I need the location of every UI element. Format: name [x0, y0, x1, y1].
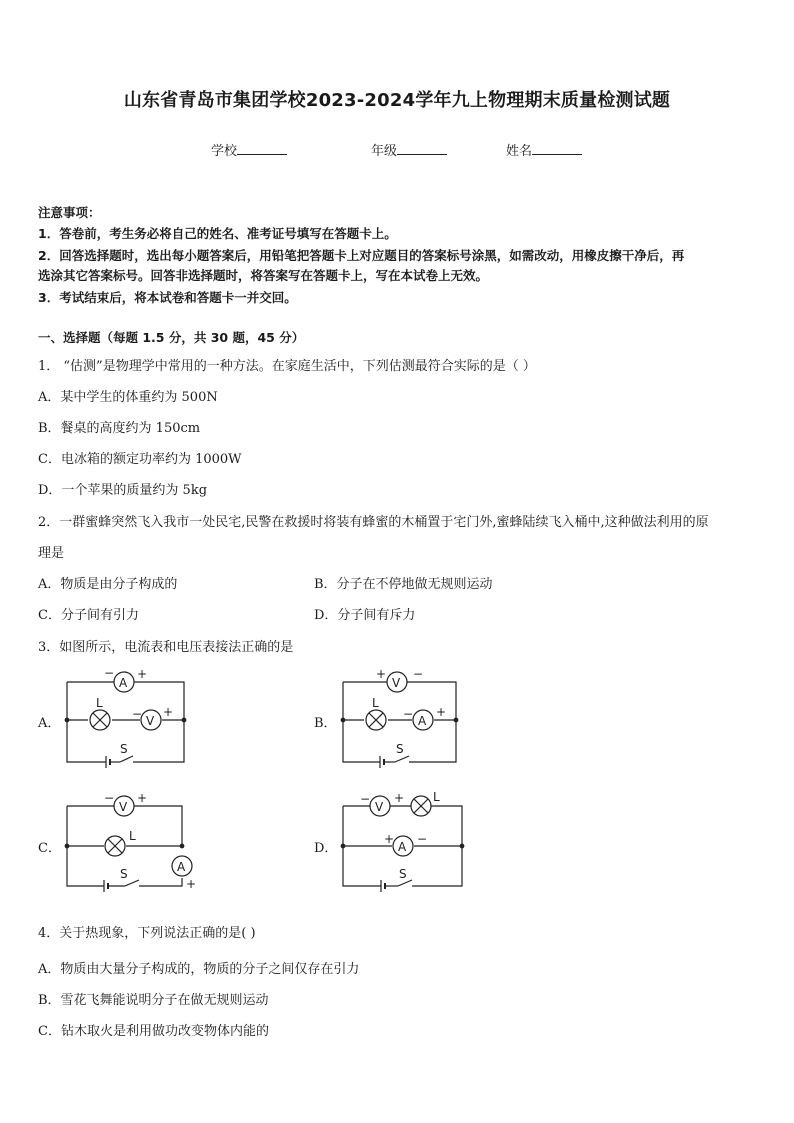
voltmeter-letter: V — [146, 714, 155, 728]
question-1-option-b: B．餐桌的高度约为 150cm — [38, 421, 201, 436]
voltmeter-letter: V — [119, 800, 128, 814]
question-2-stem: 2．一群蜜蜂突然飞入我市一处民宅,民警在救援时将装有蜂蜜的木桶置于宅门外,蜜蜂陆续飞入桶中,这种做法利用的原 — [38, 515, 709, 530]
lamp-letter: L — [129, 829, 136, 843]
question-4-option-b: B．雪花飞舞能说明分子在做无规则运动 — [38, 993, 269, 1008]
notice-item: 1．答卷前，考生务必将自己的姓名、准考证号填写在答题卡上。 — [38, 226, 397, 241]
switch-letter: S — [396, 742, 404, 756]
ammeter-letter: A — [177, 860, 186, 874]
question-3-stem: 3．如图所示，电流表和电压表接法正确的是 — [38, 640, 294, 655]
plus-sign: + — [163, 705, 174, 719]
circuit-a-label: A． — [38, 716, 61, 731]
ammeter-letter: A — [119, 676, 128, 690]
question-2-option-b: B．分子在不停地做无规则运动 — [314, 577, 493, 592]
plus-sign: + — [384, 832, 395, 846]
switch-letter: S — [120, 742, 128, 756]
question-1-stem: 1． “估测”是物理学中常用的一种方法。在家庭生活中，下列估测最符合实际的是（ ） — [38, 359, 536, 374]
question-4-stem: 4．关于热现象，下列说法正确的是( ) — [38, 926, 256, 941]
voltmeter-letter: V — [375, 800, 384, 814]
question-2-option-d: D．分子间有斥力 — [314, 608, 416, 623]
plus-sign: + — [186, 877, 197, 891]
question-4-option-a: A．物质由大量分子构成的，物质的分子之间仅存在引力 — [38, 962, 360, 977]
section-heading: 一、选择题（每题 1.5 分，共 30 题，45 分） — [38, 330, 305, 345]
circuit-d-label: D． — [314, 841, 338, 856]
ammeter-letter: A — [398, 840, 407, 854]
question-1-option-d: D．一个苹果的质量约为 5kg — [38, 483, 208, 498]
minus-sign: − — [132, 707, 143, 721]
minus-sign: − — [104, 666, 115, 680]
lamp-letter: L — [433, 790, 440, 804]
question-2-option-c: C．分子间有引力 — [38, 608, 139, 623]
switch-letter: S — [120, 867, 128, 881]
voltmeter-letter: V — [392, 676, 401, 690]
plus-sign: + — [436, 705, 447, 719]
question-2-stem-cont: 理是 — [38, 546, 65, 561]
plus-sign: + — [137, 667, 148, 681]
grade-label: 年级 — [371, 144, 398, 159]
name-label: 姓名 — [506, 144, 533, 159]
plus-sign: + — [137, 791, 148, 805]
ammeter-letter: A — [418, 714, 427, 728]
lamp-letter: L — [372, 696, 379, 710]
notice-item: 2．回答选择题时，选出每小题答案后，用铅笔把答题卡上对应题目的答案标号涂黑，如需改动，用橡皮擦干净后，再 — [38, 248, 685, 263]
circuit-b-label: B． — [314, 716, 337, 731]
notice-item: 3．考试结束后，将本试卷和答题卡一并交回。 — [38, 290, 297, 305]
question-1-option-a: A．某中学生的体重约为 500N — [38, 390, 218, 405]
minus-sign: − — [413, 667, 424, 681]
switch-letter: S — [399, 867, 407, 881]
question-4-option-c: C．钻木取火是利用做功改变物体内能的 — [38, 1024, 269, 1039]
plus-sign: + — [394, 791, 405, 805]
lamp-letter: L — [96, 696, 103, 710]
notice-heading: 注意事项： — [38, 205, 101, 220]
school-label: 学校 — [211, 144, 238, 159]
plus-sign: + — [376, 667, 387, 681]
circuit-c-label: C． — [38, 841, 61, 856]
question-1-option-c: C．电冰箱的额定功率约为 1000W — [38, 452, 242, 467]
minus-sign: − — [104, 791, 115, 805]
minus-sign: − — [360, 792, 371, 806]
page-title: 山东省青岛市集团学校2023-2024学年九上物理期末质量检测试题 — [123, 90, 671, 111]
minus-sign: − — [417, 832, 428, 846]
question-2-option-a: A．物质是由分子构成的 — [38, 577, 178, 592]
minus-sign: − — [403, 707, 414, 721]
circuit-c — [65, 796, 192, 892]
notice-item: 选涂其它答案标号。回答非选择题时，将答案写在答题卡上，写在本试卷上无效。 — [38, 268, 489, 283]
